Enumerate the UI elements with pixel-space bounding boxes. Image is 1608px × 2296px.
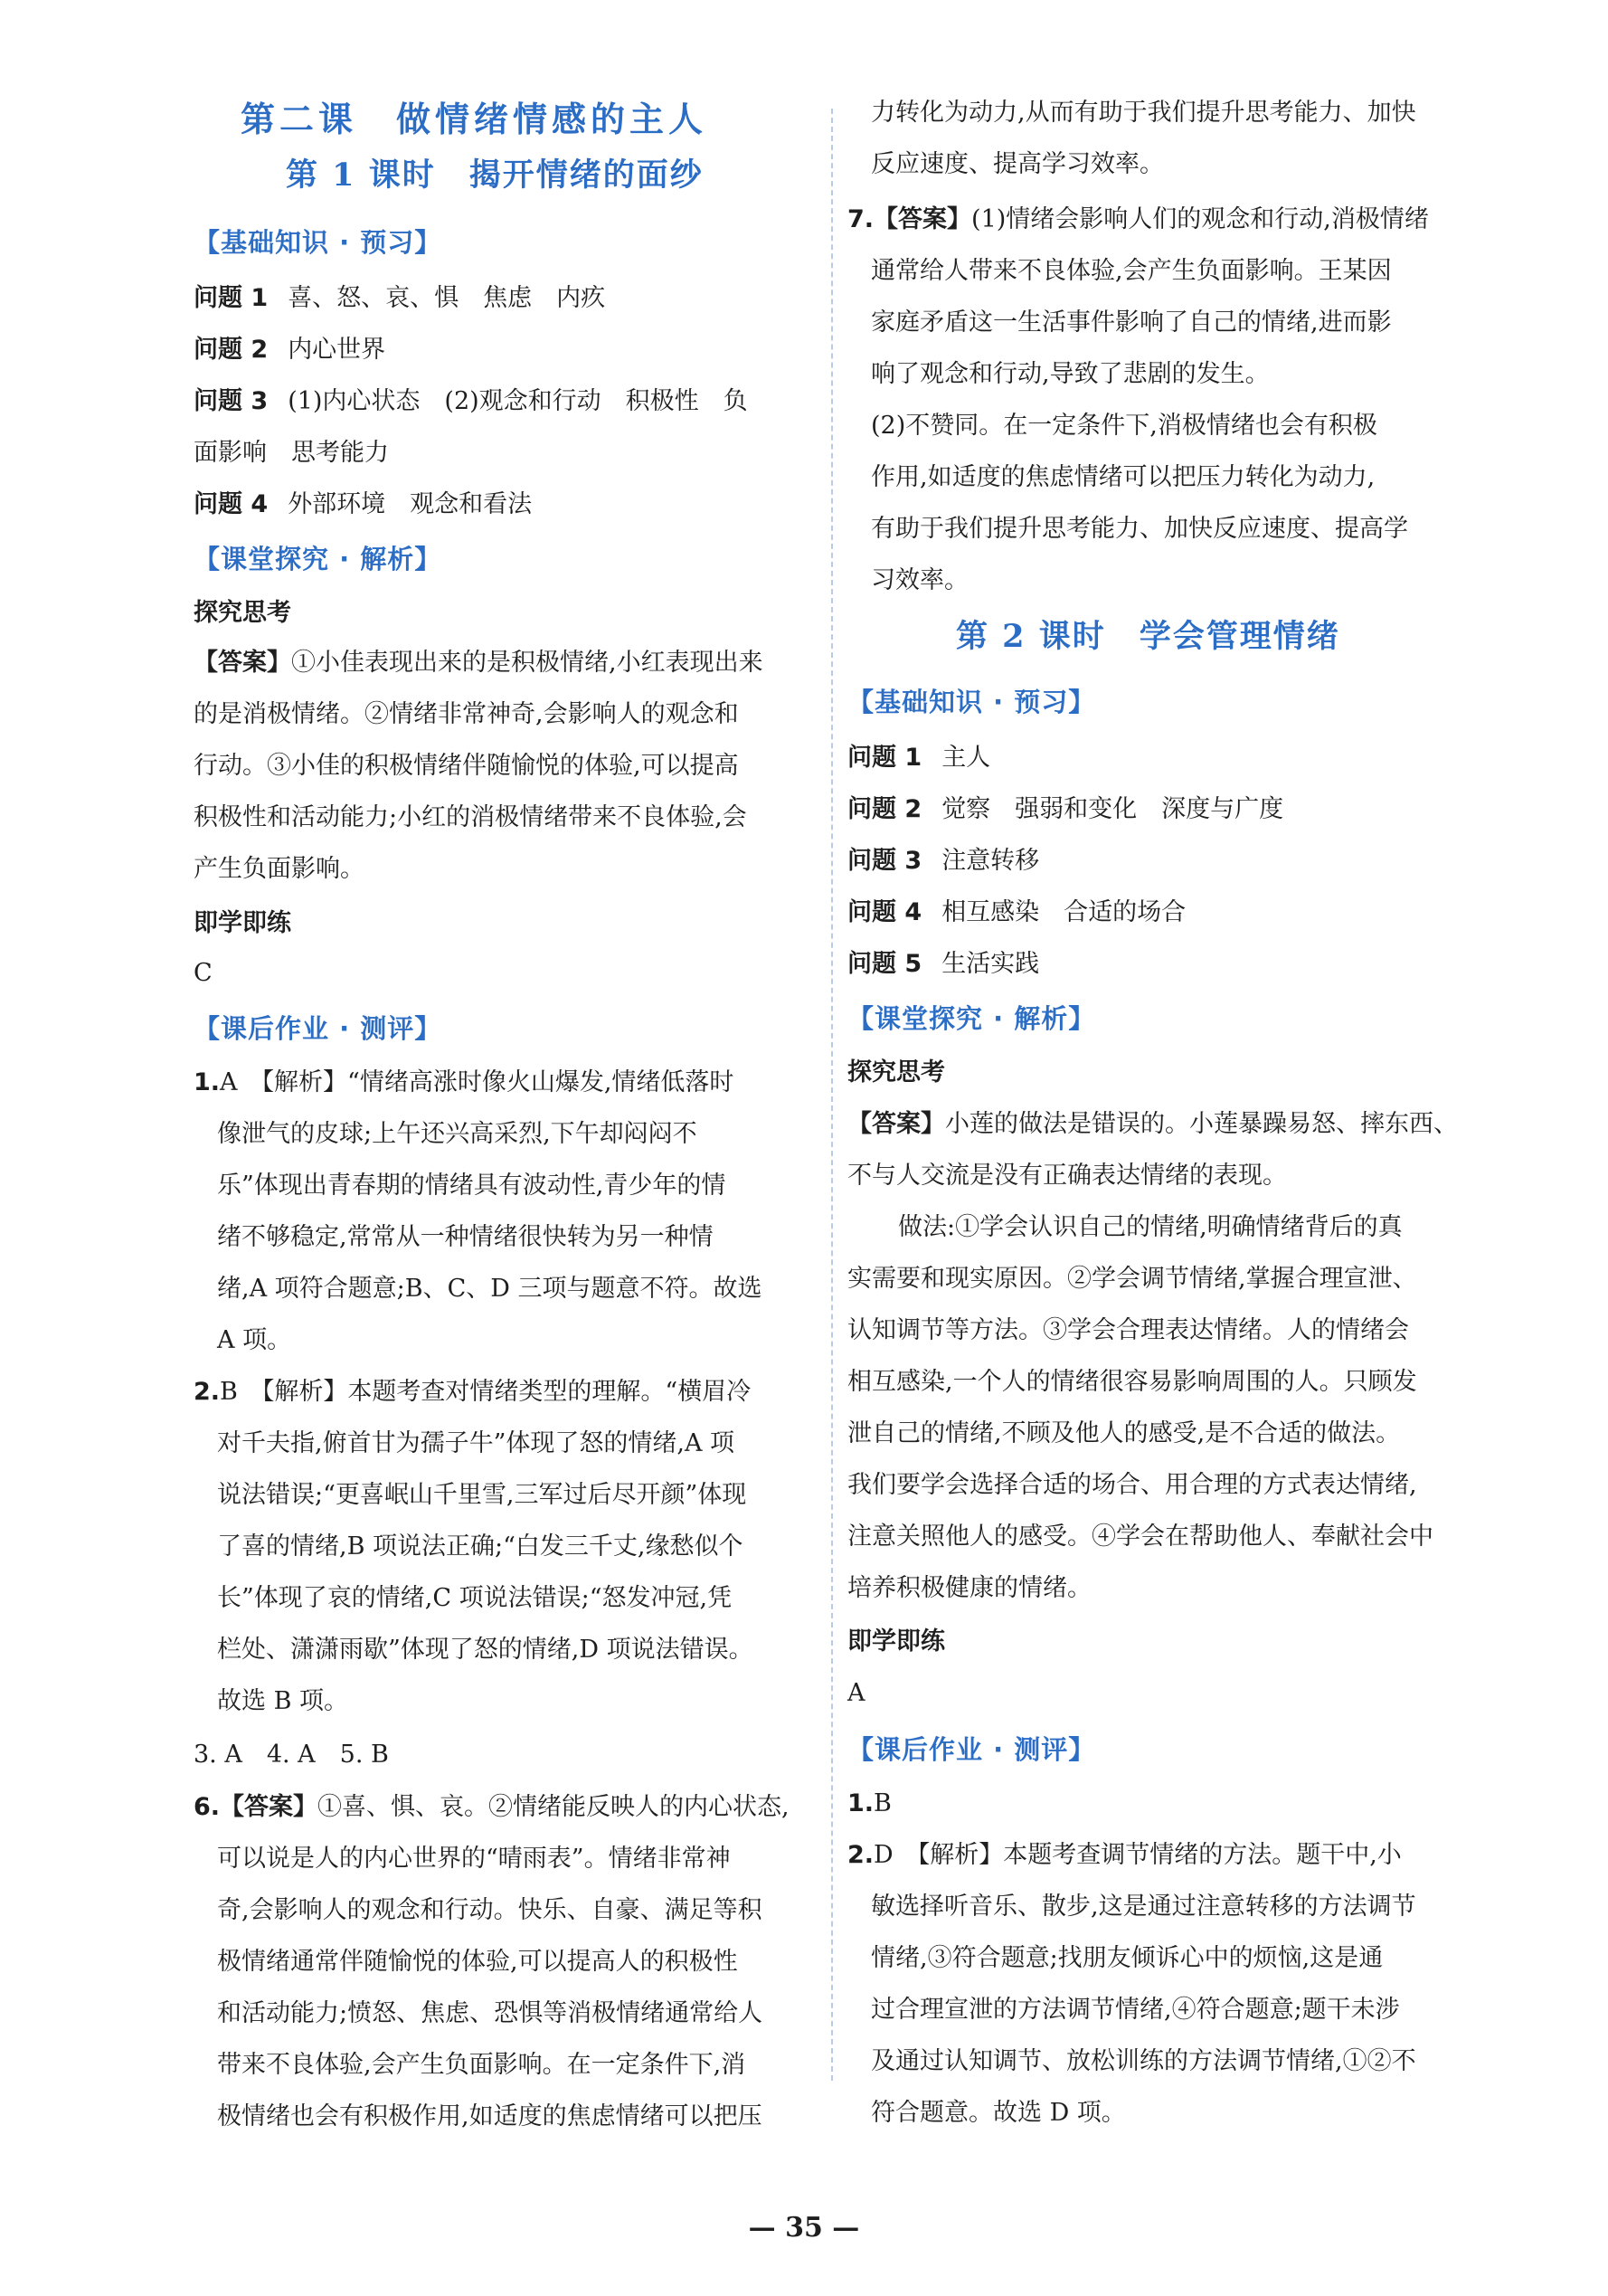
text-line — [194, 800, 747, 836]
question-number: 2. — [194, 1378, 221, 1406]
text-line — [847, 792, 1283, 828]
text-line — [217, 1219, 714, 1256]
text-line — [871, 253, 1392, 289]
line-text: 可以说是人的内心世界的“晴雨表”。情绪非常神 — [217, 1845, 731, 1873]
text-line — [847, 1313, 1409, 1349]
line-text: 相互感染 合适的场合 — [941, 898, 1187, 926]
text-line — [847, 202, 1429, 238]
text-line — [871, 2044, 1416, 2080]
text-line — [956, 619, 1340, 655]
line-text: 注意关照他人的感受。④学会在帮助他人、奉献社会中 — [847, 1523, 1433, 1551]
text-line — [847, 740, 990, 776]
text-line — [194, 332, 385, 368]
line-text: 面影响 思考能力 — [194, 439, 389, 467]
text-line — [194, 487, 532, 523]
text-line — [847, 1467, 1417, 1504]
text-line — [194, 280, 605, 317]
line-text: 家庭矛盾这一生活事件影响了自己的情绪,进而影 — [871, 308, 1392, 337]
line-text: ①小佳表现出来的是积极情绪,小红表现出来 — [291, 649, 763, 677]
text-line — [847, 1158, 1287, 1194]
line-text: 故选 B 项。 — [217, 1687, 349, 1715]
line-text: 带来不良体验,会产生负面影响。在一定条件下,消 — [217, 2051, 746, 2079]
text-line — [217, 2099, 762, 2135]
line-text: 绪不够稳定,常常从一种情绪很快转为另一种情 — [217, 1223, 714, 1251]
text-line — [217, 1944, 738, 1980]
text-line — [194, 697, 739, 733]
line-text: B — [874, 1789, 892, 1817]
line-text: 注意转移 — [941, 847, 1040, 875]
line-text: 主人 — [941, 744, 991, 772]
text-line — [217, 1323, 291, 1359]
text-line — [847, 1786, 892, 1822]
line-text: 积极性和活动能力;小红的消极情绪带来不良体验,会 — [194, 803, 747, 831]
text-line — [217, 1996, 762, 2032]
line-text: (1)情绪会影响人们的观念和行动,消极情绪 — [971, 205, 1429, 233]
text-line — [871, 2095, 1126, 2131]
question-label: 问题 4 — [194, 490, 269, 518]
line-text: A — [847, 1679, 865, 1707]
line-text: 反应速度、提高学习效率。 — [871, 150, 1164, 178]
line-text: 产生负面影响。 — [194, 855, 364, 883]
line-text: 长”体现了哀的情绪,C 项说法错误;“怒发冲冠,凭 — [217, 1584, 733, 1612]
text-line — [194, 748, 739, 784]
text-line — [871, 460, 1375, 496]
text-line — [194, 1065, 733, 1101]
line-text: 栏处、潇潇雨歇”体现了怒的情绪,D 项说法错误。 — [217, 1636, 753, 1664]
text-line — [847, 1570, 1092, 1607]
line-text: 觉察 强弱和变化 深度与广度 — [941, 795, 1284, 823]
text-line — [194, 1374, 751, 1410]
question-number: 1. — [194, 1068, 221, 1096]
text-line — [194, 541, 441, 577]
text-line — [286, 157, 704, 194]
text-line — [194, 1737, 389, 1773]
text-line — [217, 1529, 743, 1565]
text-line — [847, 1624, 945, 1660]
line-text: 【课堂探究 · 解析】 — [847, 1003, 1096, 1034]
text-line — [871, 147, 1164, 183]
question-label: 问题 5 — [847, 950, 922, 978]
text-line — [847, 1261, 1417, 1297]
line-text: 内心世界 — [288, 336, 386, 364]
line-text: 行动。③小佳的积极情绪伴随愉悦的体验,可以提高 — [194, 752, 739, 780]
text-line — [217, 1168, 725, 1204]
line-text: 极情绪通常伴随愉悦的体验,可以提高人的积极性 — [217, 1948, 738, 1976]
text-line — [217, 1116, 697, 1153]
line-text: 过合理宣泄的方法调节情绪,④符合题意;题干未涉 — [871, 1996, 1400, 2024]
line-text: 生活实践 — [941, 950, 1040, 978]
line-text: 情绪,③符合题意;找朋友倾诉心中的烦恼,这是通 — [871, 1944, 1384, 1972]
line-text: 即学即练 — [847, 1627, 945, 1656]
text-line — [217, 1632, 753, 1668]
line-text: 我们要学会选择合适的场合、用合理的方式表达情绪, — [847, 1471, 1417, 1499]
question-label: 问题 3 — [194, 387, 269, 415]
line-text: 习效率。 — [871, 566, 969, 594]
answer-tag: 【答案】 — [220, 1793, 318, 1821]
text-line — [847, 684, 1095, 720]
text-line — [871, 511, 1408, 547]
text-line — [871, 1940, 1383, 1977]
line-text: 极情绪也会有积极作用,如适度的焦虑情绪可以把压 — [217, 2102, 762, 2130]
text-line — [194, 435, 389, 471]
text-line — [217, 1271, 762, 1307]
question-label: 问题 2 — [194, 336, 269, 364]
text-line — [194, 1789, 790, 1826]
line-text: (1)内心状态 (2)观念和行动 积极性 负 — [288, 387, 748, 415]
line-text: A 【解析】“情绪高涨时像火山爆发,情绪低落时 — [220, 1068, 734, 1096]
line-text: 符合题意。故选 D 项。 — [871, 2099, 1126, 2127]
question-number: 6. — [194, 1793, 221, 1821]
line-text: 【课后作业 · 测评】 — [847, 1734, 1096, 1765]
line-text: 和活动能力;愤怒、焦虑、恐惧等消极情绪通常给人 — [217, 1999, 763, 2027]
text-line — [847, 843, 1039, 879]
question-label: 问题 1 — [847, 744, 922, 772]
line-text: 【课堂探究 · 解析】 — [194, 544, 442, 574]
line-text: 喜、怒、哀、惧 焦虑 内疚 — [288, 284, 606, 312]
line-text: B 【解析】本题考查对情绪类型的理解。“横眉冷 — [220, 1378, 752, 1406]
text-line — [217, 1841, 731, 1877]
line-text: 第 1 课时 揭开情绪的面纱 — [286, 157, 704, 194]
line-text: 力转化为动力,从而有助于我们提升思考能力、加快 — [871, 99, 1416, 127]
line-text: 及通过认知调节、放松训练的方法调节情绪,①②不 — [871, 2047, 1416, 2075]
text-line — [217, 2047, 745, 2083]
text-line — [871, 95, 1416, 131]
text-line — [217, 1580, 732, 1617]
text-line — [241, 101, 707, 138]
text-line — [898, 1210, 1403, 1246]
line-text: 第二课 做情绪情感的主人 — [241, 99, 708, 139]
text-line — [217, 1477, 746, 1513]
line-text: 奇,会影响人的观念和行动。快乐、自豪、满足等积 — [217, 1896, 762, 1924]
text-line — [871, 1889, 1416, 1925]
text-line — [871, 408, 1377, 444]
text-line — [871, 1992, 1400, 2028]
line-text: 有助于我们提升思考能力、加快反应速度、提高学 — [871, 515, 1408, 543]
text-line — [847, 1416, 1400, 1452]
text-line — [847, 946, 1039, 982]
text-line — [871, 356, 1270, 393]
question-label: 问题 2 — [847, 795, 922, 823]
line-text: 的是消极情绪。②情绪非常神奇,会影响人的观念和 — [194, 700, 739, 728]
text-line — [194, 955, 213, 991]
text-line — [847, 1675, 865, 1712]
answer-tag: 【答案】 — [874, 205, 972, 233]
line-text: 敏选择听音乐、散步,这是通过注意转移的方法调节 — [871, 1893, 1416, 1921]
text-line — [847, 895, 1186, 931]
text-line — [194, 645, 763, 681]
line-text: 【基础知识 · 预习】 — [847, 687, 1096, 717]
text-line — [847, 1364, 1417, 1400]
text-line — [194, 1010, 441, 1047]
text-line — [217, 1684, 348, 1720]
text-line — [847, 1001, 1095, 1037]
line-text: C — [194, 959, 213, 987]
line-text: 了喜的情绪,B 项说法正确;“白发三千丈,缘愁似个 — [217, 1532, 743, 1561]
line-text: 泄自己的情绪,不顾及他人的感受,是不合适的做法。 — [847, 1419, 1401, 1447]
line-text: 【基础知识 · 预习】 — [194, 227, 442, 258]
text-line — [217, 1893, 762, 1929]
line-text: 相互感染,一个人的情绪很容易影响周围的人。只顾发 — [847, 1368, 1417, 1396]
line-text: ①喜、惧、哀。②情绪能反映人的内心状态, — [317, 1793, 790, 1821]
line-text: 小莲的做法是错误的。小莲暴躁易怒、摔东西、 — [945, 1110, 1458, 1138]
line-text: 乐”体现出青春期的情绪具有波动性,青少年的情 — [217, 1172, 726, 1200]
line-text: 不与人交流是没有正确表达情绪的表现。 — [847, 1162, 1287, 1190]
answer-tag: 【答案】 — [194, 649, 291, 677]
question-number: 7. — [847, 205, 875, 233]
text-line — [847, 1106, 1458, 1143]
question-number: 2. — [847, 1841, 875, 1869]
line-text: 实需要和现实原因。②学会调节情绪,掌握合理宣泄、 — [847, 1265, 1417, 1293]
line-text: 做法:①学会认识自己的情绪,明确情绪背后的真 — [898, 1213, 1403, 1241]
text-line — [847, 1519, 1433, 1555]
answer-tag: 【答案】 — [847, 1110, 945, 1138]
text-line — [217, 1426, 734, 1462]
line-text: 探究思考 — [194, 599, 291, 627]
question-label: 问题 1 — [194, 284, 269, 312]
text-line — [194, 595, 291, 631]
page-number: — 35 — — [748, 2212, 860, 2244]
text-line — [847, 1731, 1095, 1768]
text-line — [847, 1055, 945, 1091]
text-line — [847, 1837, 1402, 1874]
line-text: 像泄气的皮球;上午还兴高采烈,下午却闷闷不 — [217, 1120, 697, 1148]
question-number: 1. — [847, 1789, 875, 1817]
text-line — [194, 384, 748, 420]
text-line — [194, 851, 364, 887]
line-text: 说法错误;“更喜岷山千里雪,三军过后尽开颜”体现 — [217, 1481, 747, 1509]
line-text: D 【解析】本题考查调节情绪的方法。题干中,小 — [874, 1841, 1402, 1869]
line-text: 探究思考 — [847, 1058, 945, 1086]
line-text: 对千夫指,俯首甘为孺子牛”体现了怒的情绪,A 项 — [217, 1429, 735, 1457]
line-text: 认知调节等方法。③学会合理表达情绪。人的情绪会 — [847, 1316, 1409, 1344]
text-line — [871, 305, 1392, 341]
line-text: 3. A 4. A 5. B — [194, 1741, 389, 1769]
line-text: 作用,如适度的焦虑情绪可以把压力转化为动力, — [871, 463, 1376, 491]
line-text: 【课后作业 · 测评】 — [194, 1013, 442, 1044]
question-label: 问题 4 — [847, 898, 922, 926]
line-text: A 项。 — [217, 1326, 292, 1354]
text-line — [194, 906, 291, 942]
column-divider — [831, 109, 833, 2081]
line-text: 绪,A 项符合题意;B、C、D 三项与题意不符。故选 — [217, 1275, 762, 1303]
text-line — [871, 563, 969, 599]
line-text: 响了观念和行动,导致了悲剧的发生。 — [871, 360, 1270, 388]
line-text: 第 2 课时 学会管理情绪 — [956, 618, 1340, 655]
line-text: 外部环境 观念和看法 — [288, 490, 533, 518]
line-text: 培养积极健康的情绪。 — [847, 1574, 1092, 1602]
line-text: (2)不赞同。在一定条件下,消极情绪也会有积极 — [871, 412, 1377, 440]
line-text: 即学即练 — [194, 909, 291, 937]
line-text: 通常给人带来不良体验,会产生负面影响。王某因 — [871, 257, 1392, 285]
text-line — [194, 224, 441, 261]
question-label: 问题 3 — [847, 847, 922, 875]
